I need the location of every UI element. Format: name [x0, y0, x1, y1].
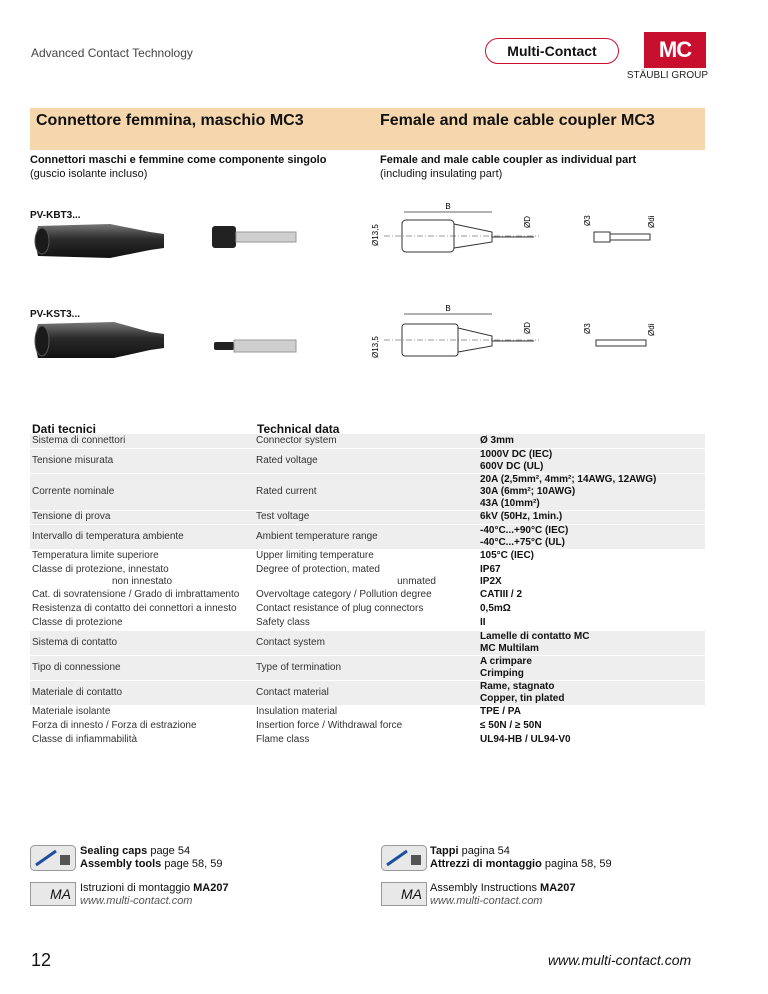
tech-value: 105°C (IEC): [480, 550, 535, 561]
instr-en-url[interactable]: www.multi-contact.com: [430, 895, 543, 907]
tech-label-it: Classe di protezione, innestato: [32, 563, 169, 575]
tech-cell-en: [254, 549, 478, 563]
tech-value: IP67 IP2X: [480, 563, 502, 587]
tech-row: [30, 434, 705, 448]
male-contact-photo: [210, 332, 300, 362]
ref-tools-it: [430, 845, 612, 871]
tech-value: ≤ 50N / ≥ 50N: [480, 720, 542, 731]
tech-label-en: Test voltage: [256, 511, 310, 522]
tech-heading-en: Technical data: [257, 422, 340, 436]
ref-assembly-en: page 58, 59: [161, 858, 223, 870]
tech-cell-en: [254, 655, 478, 680]
tech-row: [30, 448, 705, 473]
subtitle-it-note: (guscio isolante incluso): [30, 168, 148, 180]
ref-instructions-en: [430, 882, 576, 908]
tech-value: 0,5mΩ: [480, 603, 511, 614]
subtitle-en-note: (including insulating part): [380, 168, 503, 180]
tech-row: [30, 602, 705, 616]
tech-cell-it: [30, 733, 254, 747]
tech-cell-en: [254, 434, 478, 448]
tech-cell-en: [254, 563, 478, 588]
tech-cell-it: [30, 510, 254, 524]
tech-label-en: Rated voltage: [256, 454, 318, 466]
tech-label-en-2: unmated: [397, 575, 436, 587]
tech-row: [30, 549, 705, 563]
tools-icon-it: [381, 845, 427, 876]
tech-label-it: Tensione misurata: [32, 454, 114, 466]
tech-label-it: Classe di infiammabilità: [32, 734, 138, 745]
tech-cell-it: [30, 563, 254, 588]
female-contact-photo: [210, 222, 300, 252]
tech-row: [30, 719, 705, 733]
tech-cell-it: [30, 448, 254, 473]
ref-tools-en: [80, 845, 222, 871]
dim-di-2: Ødi: [647, 323, 656, 336]
tech-cell-en: [254, 448, 478, 473]
title-italian: Connettore femmina, maschio MC3: [36, 112, 304, 129]
tech-value: -40°C...+90°C (IEC) -40°C...+75°C (UL): [480, 524, 569, 548]
subtitle-english: [380, 153, 700, 181]
tech-value: Ø 3mm: [480, 434, 514, 446]
tech-label-en: Insulation material: [256, 706, 338, 717]
ref-assembly-en-bold: Assembly tools: [80, 858, 162, 870]
tech-row: [30, 655, 705, 680]
tech-label-it: Tipo di connessione: [32, 661, 121, 673]
tech-cell-it: [30, 524, 254, 549]
tech-cell-it: [30, 602, 254, 616]
dim-d13-2: Ø13,5: [371, 336, 380, 358]
tech-label-it: Sistema di contatto: [32, 636, 118, 648]
tech-value: CATIII / 2: [480, 589, 523, 600]
ref-caps-en: page 54: [147, 845, 191, 857]
tech-label-it: Forza di innesto / Forza di estrazione: [32, 720, 197, 731]
tech-row: [30, 473, 705, 510]
tech-cell-en: [254, 602, 478, 616]
ref-assembly-it-bold: Attrezzi di montaggio: [430, 858, 542, 870]
tech-cell-it: [30, 630, 254, 655]
tech-cell-en: [254, 680, 478, 705]
tech-cell-en: [254, 705, 478, 719]
product-label-kbt3: PV-KBT3...: [30, 210, 81, 221]
tech-label-en: Flame class: [256, 734, 310, 745]
tech-label-en: Overvoltage category / Pollution degree: [256, 589, 432, 600]
tech-label-en: Contact system: [256, 636, 325, 648]
tech-cell-it: [30, 719, 254, 733]
male-coupler-drawing: [364, 302, 664, 382]
mc-logo: MC: [644, 32, 706, 68]
tech-cell-en: [254, 630, 478, 655]
dim-d3-1: Ø3: [583, 215, 592, 226]
tech-row: [30, 524, 705, 549]
tech-label-it: Intervallo di temperatura ambiente: [32, 530, 184, 542]
tech-cell-en: [254, 719, 478, 733]
manual-icon-en: MA: [381, 882, 427, 906]
tech-table: [30, 434, 705, 748]
tech-row: [30, 588, 705, 602]
tech-row: [30, 510, 705, 524]
tech-label-en: Contact material: [256, 686, 329, 698]
instr-it-label: Istruzioni di montaggio: [80, 882, 194, 894]
ref-assembly-it: pagina 58, 59: [541, 858, 612, 870]
tech-row: [30, 563, 705, 588]
tech-heading-it: Dati tecnici: [32, 422, 97, 436]
tech-cell-it: [30, 680, 254, 705]
tech-label-en: Type of termination: [256, 661, 342, 673]
tech-value: TPE / PA: [480, 706, 521, 717]
group-name: STÄUBLI GROUP: [626, 70, 708, 81]
tech-label-en: Insertion force / Withdrawal force: [256, 720, 403, 731]
dim-b-2: B: [445, 304, 451, 313]
tech-value: 20A (2,5mm², 4mm²; 14AWG, 12AWG) 30A (6mm²; 10AWG) 43A (10mm²): [480, 473, 657, 509]
tech-label-it: Materiale isolante: [32, 706, 111, 717]
tech-cell-it: [30, 473, 254, 510]
dim-di-1: Ødi: [647, 215, 656, 228]
ref-caps-en-bold: Sealing caps: [80, 845, 148, 857]
instr-it-url[interactable]: www.multi-contact.com: [80, 895, 193, 907]
tech-cell-en: [254, 524, 478, 549]
tech-row: [30, 630, 705, 655]
female-coupler-drawing: [364, 198, 664, 280]
tech-label-it: Classe di protezione: [32, 617, 123, 628]
tech-cell-it: [30, 549, 254, 563]
tech-cell-it: [30, 705, 254, 719]
page-number: 12: [31, 950, 52, 970]
tech-row: [30, 616, 705, 630]
tech-value: UL94-HB / UL94-V0: [480, 734, 571, 745]
subtitle-en-bold: Female and male cable coupler as individual part: [380, 154, 637, 166]
tech-cell-it: [30, 588, 254, 602]
footer-url[interactable]: www.multi-contact.com: [548, 952, 692, 968]
manual-icon-it: MA: [30, 882, 76, 906]
dim-d13-1: Ø13,5: [371, 224, 380, 246]
dim-b-1: B: [445, 202, 451, 211]
tech-label-it: Sistema di connettori: [32, 434, 126, 446]
brand-name: Multi-Contact: [485, 38, 619, 64]
tech-label-en: Connector system: [256, 434, 337, 446]
tech-row: [30, 680, 705, 705]
female-coupler-photo: [30, 212, 166, 270]
tech-cell-en: [254, 588, 478, 602]
tech-row: [30, 733, 705, 747]
subtitle-italian: [30, 153, 370, 181]
tech-cell-it: [30, 434, 254, 448]
header-tagline: Advanced Contact Technology: [31, 46, 193, 60]
ref-caps-it-bold: Tappi: [430, 845, 459, 857]
tech-value: Lamelle di contatto MC MC Multilam: [480, 630, 590, 654]
tech-cell-en: [254, 616, 478, 630]
instr-en-label: Assembly Instructions: [430, 882, 541, 894]
male-coupler-photo: [30, 312, 166, 370]
tech-value: Rame, stagnato Copper, tin plated: [480, 680, 565, 704]
tech-cell-it: [30, 655, 254, 680]
instr-it-code: MA207: [193, 882, 229, 894]
tech-cell-en: [254, 733, 478, 747]
tech-label-it-2: non innestato: [111, 575, 173, 587]
tech-row: [30, 705, 705, 719]
tech-label-en: Ambient temperature range: [256, 530, 378, 542]
tech-label-en: Rated current: [256, 485, 317, 497]
tech-value: 1000V DC (IEC) 600V DC (UL): [480, 448, 553, 472]
tech-value: A crimpare Crimping: [480, 655, 532, 679]
tech-label-en: Contact resistance of plug connectors: [256, 603, 424, 614]
tech-label-en: Upper limiting temperature: [256, 550, 374, 561]
ref-caps-it: pagina 54: [458, 845, 510, 857]
dim-d3-2: Ø3: [583, 323, 592, 334]
product-label-kst3: PV-KST3...: [30, 309, 81, 320]
ref-instructions-it: [80, 882, 229, 908]
tech-label-en: Safety class: [256, 617, 310, 628]
dim-d-2: ØD: [523, 322, 532, 334]
tech-cell-en: [254, 473, 478, 510]
tech-label-it: Materiale di contatto: [32, 686, 123, 698]
tech-label-it: Temperatura limite superiore: [32, 550, 159, 561]
tech-value: 6kV (50Hz, 1min.): [480, 511, 563, 522]
tech-label-it: Tensione di prova: [32, 511, 111, 522]
tech-cell-it: [30, 616, 254, 630]
instr-en-code: MA207: [540, 882, 576, 894]
tech-value: II: [480, 617, 486, 628]
dim-d-1: ØD: [523, 216, 532, 228]
tech-label-it: Cat. di sovratensione / Grado di imbrattamento: [32, 589, 240, 600]
tech-label-it: Resistenza di contatto dei connettori a innesto: [32, 603, 237, 614]
tech-label-en: Degree of protection, mated: [256, 563, 380, 575]
title-english: Female and male cable coupler MC3: [380, 112, 655, 129]
tech-cell-en: [254, 510, 478, 524]
subtitle-it-bold: Connettori maschi e femmine come componente singolo: [30, 154, 327, 166]
tools-icon-en: [30, 845, 76, 876]
tech-label-it: Corrente nominale: [32, 485, 115, 497]
